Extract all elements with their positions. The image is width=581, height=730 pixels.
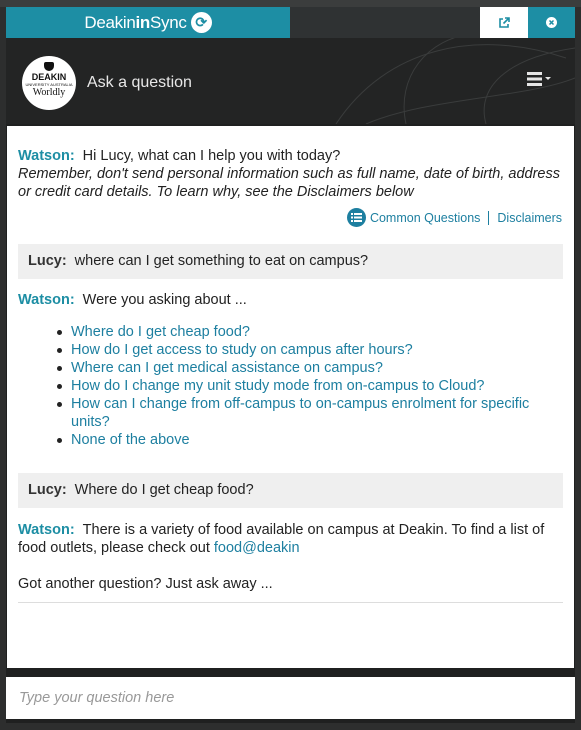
suggestion-link[interactable]: How do I change my unit study mode from on-campus to Cloud? bbox=[71, 378, 485, 394]
chat-header bbox=[6, 38, 575, 124]
message-text: Hi Lucy, what can I help you with today? bbox=[82, 148, 341, 164]
brand-text-end: Sync bbox=[150, 12, 187, 32]
speaker-watson: Watson: bbox=[18, 148, 75, 164]
crest-icon bbox=[44, 62, 54, 71]
suggestion-link[interactable]: Where do I get cheap food? bbox=[71, 324, 250, 340]
suggestion-link[interactable]: How do I get access to study on campus after hours? bbox=[71, 342, 413, 358]
hamburger-menu-icon[interactable] bbox=[527, 71, 557, 87]
message-text: There is a variety of food available on campus at Deakin. To find a list of food outlets, please check out bbox=[18, 522, 545, 556]
speaker-lucy: Lucy: bbox=[28, 253, 67, 269]
user-message bbox=[18, 473, 563, 508]
message-text: where can I get something to eat on campus? bbox=[74, 253, 369, 269]
window-titlebar bbox=[6, 7, 575, 38]
privacy-warning: Remember, don't send personal information such as full name, date of birth, address or credit card details. To learn why, see the Disclaimers below bbox=[18, 166, 560, 200]
header-title: Ask a question bbox=[87, 74, 192, 91]
question-input[interactable] bbox=[17, 677, 561, 719]
deakinsync-logo bbox=[6, 7, 290, 38]
popout-button[interactable] bbox=[480, 7, 528, 38]
message-text: Where do I get cheap food? bbox=[74, 482, 254, 498]
watson-message bbox=[18, 291, 563, 449]
suggestion-link[interactable]: Where can I get medical assistance on campus? bbox=[71, 360, 383, 376]
logo-name: DEAKIN bbox=[31, 72, 67, 82]
list-item bbox=[57, 377, 563, 395]
list-icon bbox=[347, 208, 366, 227]
message-text: Were you asking about ... bbox=[82, 292, 247, 308]
sync-icon: ⟳ bbox=[191, 12, 212, 33]
external-link-icon bbox=[498, 17, 510, 29]
divider bbox=[18, 602, 563, 603]
watson-welcome-message bbox=[18, 147, 563, 201]
link-divider bbox=[488, 211, 489, 225]
list-item bbox=[57, 359, 563, 377]
question-input-area bbox=[6, 677, 575, 719]
speaker-lucy: Lucy: bbox=[28, 482, 67, 498]
watson-message bbox=[18, 521, 563, 593]
logo-tag: Worldly bbox=[32, 87, 66, 98]
list-item bbox=[57, 431, 563, 449]
list-item bbox=[57, 341, 563, 359]
list-item bbox=[57, 395, 563, 431]
chat-window bbox=[6, 7, 575, 723]
disclaimers-link[interactable]: Disclaimers bbox=[497, 210, 562, 225]
food-deakin-link[interactable]: food@deakin bbox=[213, 540, 300, 556]
list-item bbox=[57, 323, 563, 341]
suggestion-link[interactable]: None of the above bbox=[71, 432, 190, 448]
user-message bbox=[18, 244, 563, 279]
close-icon bbox=[546, 17, 557, 28]
help-links bbox=[347, 208, 562, 227]
speaker-watson: Watson: bbox=[18, 292, 75, 308]
deakin-logo bbox=[22, 56, 76, 110]
chat-transcript[interactable] bbox=[7, 126, 574, 668]
suggestion-list bbox=[57, 323, 563, 449]
logo-sub: UNIVERSITY AUSTRALIA bbox=[25, 82, 73, 87]
speaker-watson: Watson: bbox=[18, 522, 75, 538]
background-page bbox=[0, 0, 581, 7]
brand-text-bold: in bbox=[135, 12, 151, 32]
close-button[interactable] bbox=[528, 7, 575, 38]
followup-text: Got another question? Just ask away ... bbox=[18, 576, 273, 592]
suggestion-link[interactable]: How can I change from off-campus to on-campus enrolment for specific units? bbox=[71, 396, 530, 430]
brand-text: Deakin bbox=[84, 12, 136, 32]
common-questions-link[interactable]: Common Questions bbox=[369, 210, 481, 225]
